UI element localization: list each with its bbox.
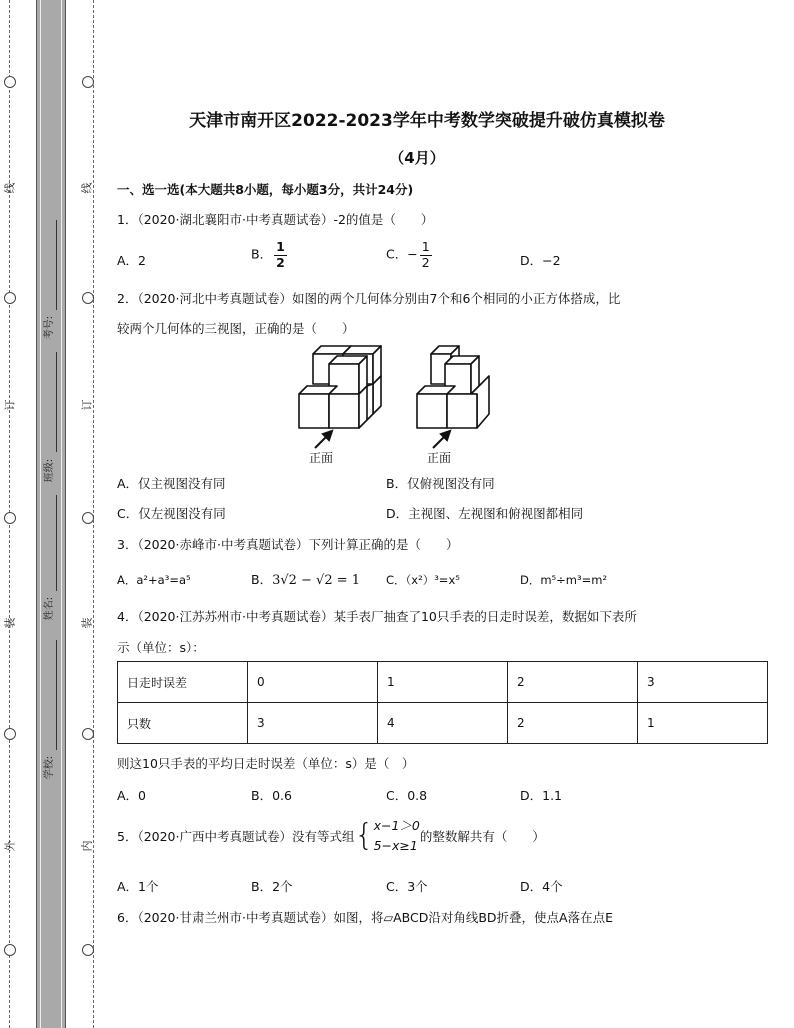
q1-b-denominator: 2 <box>276 254 285 270</box>
q1-c-numerator: 1 <box>421 239 430 254</box>
class-label: 班级: <box>44 458 56 483</box>
q1-c-denominator: 2 <box>421 254 430 270</box>
binding-hole-icon <box>4 512 16 524</box>
binding-hole-icon <box>82 512 94 524</box>
q3-stem: 3．（2020·赤峰市·中考真题试卷）下列计算正确的是（ ） <box>117 537 459 552</box>
q3-option-c[interactable]: C．（x²）³=x⁵ <box>386 573 460 587</box>
margin-char-inner: 订 <box>80 399 94 411</box>
binding-hole-icon <box>4 728 16 740</box>
table-cell: 1 <box>378 662 508 703</box>
table-cell: 3 <box>638 662 768 703</box>
q2-front-label-left: 正面 <box>309 451 334 465</box>
q2-option-b[interactable]: B．仅俯视图没有同 <box>386 476 495 491</box>
q4-option-b[interactable]: B．0.6 <box>251 788 292 803</box>
table-cell: 只数 <box>118 703 248 744</box>
q3-option-b[interactable] <box>251 570 360 588</box>
q5-option-a[interactable]: A．1个 <box>117 879 159 894</box>
q5-inequality-1: x−1＞0 <box>373 818 420 833</box>
q2-stem-line2: 较两个几何体的三视图，正确的是（ ） <box>117 321 355 336</box>
q4-question: 则这10只手表的平均日走时误差（单位：s）是（ ） <box>117 756 415 771</box>
table-cell: 0 <box>248 662 378 703</box>
binding-hole-icon <box>4 292 16 304</box>
table-cell: 4 <box>378 703 508 744</box>
q1-option-d[interactable]: D．−2 <box>520 253 561 268</box>
binding-hole-icon <box>82 728 94 740</box>
school-line[interactable] <box>56 640 57 750</box>
q5-stem: 5．（2020·广西中考真题试卷）没有等式组{ x−1＞0 5−x≥1 的整数解共有（ ） <box>117 816 545 856</box>
q5-option-d[interactable]: D．4个 <box>520 879 563 894</box>
exam-number-label: 考号: <box>44 315 56 340</box>
q6-stem: 6．（2020·甘肃兰州市·中考真题试卷）如图，将▱ABCD沿对角线BD折叠，使点A落在点E <box>117 910 613 925</box>
margin-char-inner: 内 <box>80 840 94 852</box>
q1-option-a[interactable]: A．2 <box>117 253 147 268</box>
binding-hole-icon <box>82 76 94 88</box>
q1-option-c[interactable] <box>386 241 434 269</box>
q2-option-c[interactable]: C．仅左视图没有同 <box>117 506 226 521</box>
table-row <box>118 662 768 703</box>
school-label: 学校: <box>44 755 56 780</box>
table-cell: 3 <box>248 703 378 744</box>
margin-char-outer: 装 <box>3 617 17 629</box>
q2-cube-figure <box>293 342 513 467</box>
page-subtitle: （4月） <box>389 149 445 167</box>
q1-b-numerator: 1 <box>276 239 285 254</box>
q4-option-a[interactable]: A．0 <box>117 788 147 803</box>
q4-stem-line2: 示（单位：s）： <box>117 640 205 655</box>
table-cell: 2 <box>508 703 638 744</box>
q4-option-d[interactable]: D．1.1 <box>520 788 563 803</box>
q1-stem: 1．（2020·湖北襄阳市·中考真题试卷）-2的值是（ ） <box>117 212 434 227</box>
q4-option-c[interactable]: C．0.8 <box>386 788 428 803</box>
q1-option-b-prefix: B． <box>251 246 273 262</box>
q4-stem-line1: 4．（2020·江苏苏州市·中考真题试卷）某手表厂抽查了10只手表的日走时误差，数据如下表所 <box>117 609 637 624</box>
q5-option-c[interactable]: C．3个 <box>386 879 428 894</box>
q5-option-b[interactable]: B．2个 <box>251 879 293 894</box>
exam-number-line[interactable] <box>56 220 57 310</box>
q4-data-table <box>117 661 768 744</box>
margin-char-outer: 订 <box>3 399 17 411</box>
margin-char-outer: 外 <box>3 840 17 852</box>
right-solid-icon <box>417 346 489 428</box>
class-line[interactable] <box>56 352 57 452</box>
q5-inequality-2: 5−x≥1 <box>373 838 418 853</box>
q1-option-b[interactable] <box>251 241 289 269</box>
table-cell: 1 <box>638 703 768 744</box>
q3-option-a[interactable]: A．a²+a³=a⁵ <box>117 573 191 587</box>
q3-option-b-expr: 3√2 − √2 = 1 <box>272 573 361 588</box>
binding-hole-icon <box>82 944 94 956</box>
q1-c-sign: − <box>407 246 418 262</box>
q5-stem-prefix: 5．（2020·广西中考真题试卷）没有等式组 <box>117 829 355 844</box>
name-line[interactable] <box>56 495 57 591</box>
margin-char-inner: 线 <box>80 182 94 194</box>
table-cell: 日走时误差 <box>118 662 248 703</box>
section-heading: 一、选一选(本大题共8小题，每小题3分，共计24分) <box>117 182 414 197</box>
q1-option-c-prefix: C． <box>386 246 408 262</box>
margin-char-inner: 装 <box>80 617 94 629</box>
q5-stem-suffix: 的整数解共有（ ） <box>419 829 545 844</box>
binding-hole-icon <box>4 76 16 88</box>
page-title: 天津市南开区2022-2023学年中考数学突破提升破仿真模拟卷 <box>189 111 665 131</box>
q3-option-b-prefix: B． <box>251 572 273 587</box>
q3-option-d[interactable]: D．m⁵÷m³=m² <box>520 573 608 587</box>
q2-option-d[interactable]: D．主视图、左视图和俯视图都相同 <box>386 506 584 521</box>
binding-hole-icon <box>82 292 94 304</box>
left-solid-icon <box>299 346 381 428</box>
q2-stem-line1: 2．（2020·河北中考真题试卷）如图的两个几何体分别由7个和6个相同的小正方体搭成，比 <box>117 291 621 306</box>
table-cell: 2 <box>508 662 638 703</box>
name-label: 姓名: <box>44 596 56 621</box>
q2-option-a[interactable]: A．仅主视图没有同 <box>117 476 226 491</box>
margin-char-outer: 线 <box>3 182 17 194</box>
table-row <box>118 703 768 744</box>
binding-hole-icon <box>4 944 16 956</box>
q2-front-label-right: 正面 <box>427 451 452 465</box>
